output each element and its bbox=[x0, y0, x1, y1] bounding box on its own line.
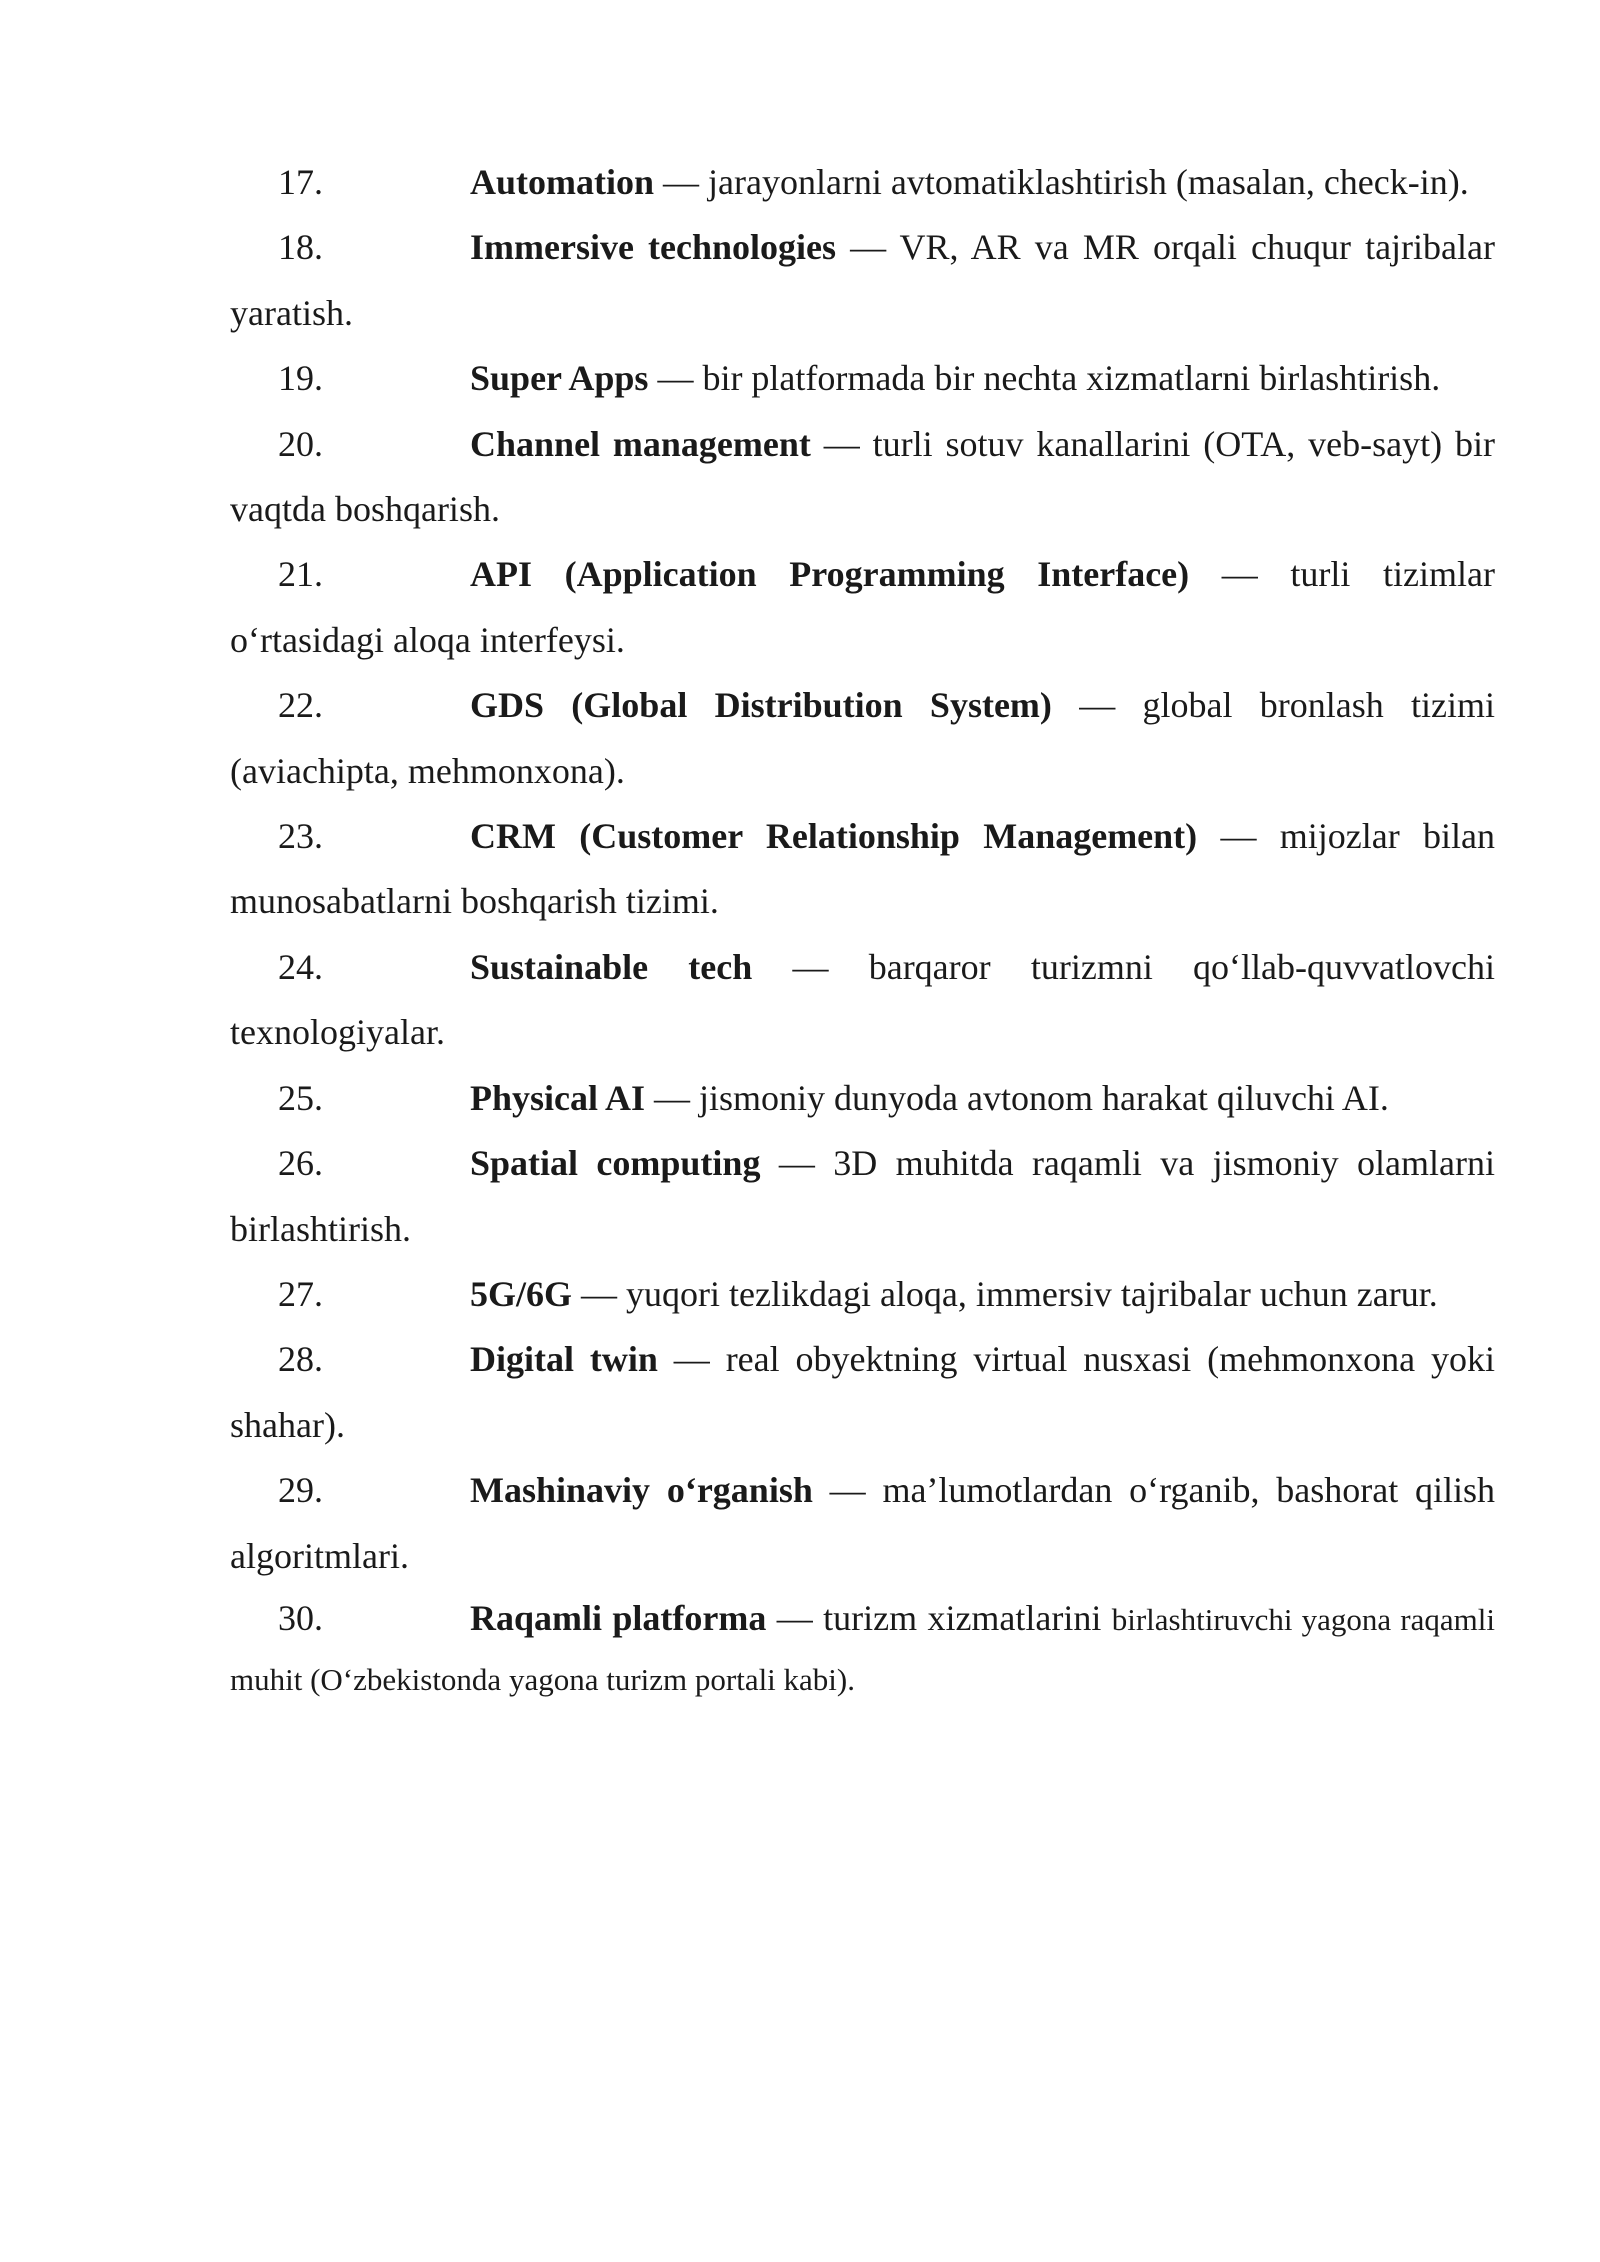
glossary-entry-18 bbox=[230, 215, 1495, 346]
entry-term: Immersive technologies bbox=[470, 227, 837, 268]
entry-number: 24. bbox=[278, 946, 323, 987]
entry-definition: — real obyektning virtual nusxasi (mehmonxona yoki shahar). bbox=[230, 1339, 1495, 1445]
glossary-entry-26 bbox=[230, 1131, 1495, 1262]
entry-number: 17. bbox=[278, 162, 323, 202]
entry-number: 22. bbox=[278, 685, 323, 726]
entry-term: API (Application Programming Interface) bbox=[470, 554, 1190, 595]
entry-definition: — global bronlash tizimi (aviachipta, mehmonxona). bbox=[230, 685, 1495, 791]
entry-definition: — barqaror turizmni qo‘llab-quvvatlovchi texnologiyalar. bbox=[230, 946, 1495, 1053]
entry-term: CRM (Customer Relationship Management) bbox=[470, 816, 1198, 857]
entry-definition-continued: birlashtiruvchi yagona raqamli muhit (O‘zbekistonda yagona turizm portali kabi). bbox=[230, 1601, 1495, 1697]
glossary-entry-29 bbox=[230, 1458, 1495, 1589]
entry-definition: — turli tizimlar o‘rtasidagi aloqa interfeysi. bbox=[230, 554, 1495, 660]
glossary-entry-20 bbox=[230, 412, 1495, 543]
entry-number: 28. bbox=[278, 1339, 323, 1380]
entry-number: 26. bbox=[278, 1143, 323, 1184]
glossary-list bbox=[230, 150, 1495, 1709]
entry-term: Automation bbox=[470, 162, 655, 202]
entry-number: 18. bbox=[278, 227, 323, 268]
entry-term: Sustainable tech bbox=[470, 946, 753, 987]
entry-term: Raqamli platforma bbox=[470, 1597, 767, 1638]
glossary-entry-23 bbox=[230, 804, 1495, 935]
glossary-entry-30 bbox=[230, 1589, 1495, 1709]
glossary-entry-17 bbox=[230, 150, 1495, 215]
entry-definition: — turizm xizmatlarini bbox=[766, 1597, 1112, 1638]
glossary-entry-22 bbox=[230, 673, 1495, 804]
entry-term: Channel management bbox=[470, 423, 811, 464]
entry-definition: — 3D muhitda raqamli va jismoniy olamlarni birlashtirish. bbox=[230, 1143, 1495, 1249]
entry-number: 21. bbox=[278, 554, 323, 595]
glossary-entry-25 bbox=[230, 1066, 1495, 1131]
entry-definition: — yuqori tezlikdagi aloqa, immersiv tajribalar uchun zarur. bbox=[572, 1273, 1438, 1314]
entry-definition: — ma’lumotlardan o‘rganib, bashorat qilish algoritmlari. bbox=[230, 1470, 1496, 1576]
entry-term: Spatial computing bbox=[470, 1143, 761, 1184]
entry-definition: — bir platformada bir nechta xizmatlarni birlashtirish. bbox=[648, 358, 1441, 399]
entry-term: 5G/6G bbox=[470, 1273, 573, 1314]
entry-number: 27. bbox=[278, 1273, 323, 1314]
entry-definition: — mijozlar bilan munosabatlarni boshqarish tizimi. bbox=[230, 816, 1496, 922]
glossary-entry-27 bbox=[230, 1262, 1495, 1327]
entry-number: 20. bbox=[278, 423, 323, 464]
entry-definition: — VR, AR va MR orqali chuqur tajribalar yaratish. bbox=[230, 227, 1495, 333]
entry-term: Digital twin bbox=[470, 1339, 658, 1380]
entry-definition: — turli sotuv kanallarini (OTA, veb-sayt) bir vaqtda boshqarish. bbox=[230, 423, 1495, 530]
entry-number: 19. bbox=[278, 358, 323, 399]
entry-number: 23. bbox=[278, 816, 323, 857]
entry-term: Mashinaviy o‘rganish bbox=[470, 1470, 813, 1511]
entry-definition: — jismoniy dunyoda avtonom harakat qiluvchi AI. bbox=[645, 1077, 1389, 1118]
glossary-entry-28 bbox=[230, 1327, 1495, 1458]
entry-term: Super Apps bbox=[470, 358, 649, 399]
glossary-entry-21 bbox=[230, 542, 1495, 673]
entry-number: 29. bbox=[278, 1470, 323, 1511]
glossary-entry-19 bbox=[230, 346, 1495, 411]
glossary-entry-24 bbox=[230, 935, 1495, 1066]
entry-number: 30. bbox=[278, 1597, 323, 1638]
entry-term: GDS (Global Distribution System) bbox=[470, 685, 1052, 726]
entry-term: Physical AI bbox=[470, 1077, 646, 1118]
entry-number: 25. bbox=[278, 1077, 323, 1118]
entry-definition: — jarayonlarni avtomatiklashtirish (masalan, check-in). bbox=[654, 162, 1469, 202]
